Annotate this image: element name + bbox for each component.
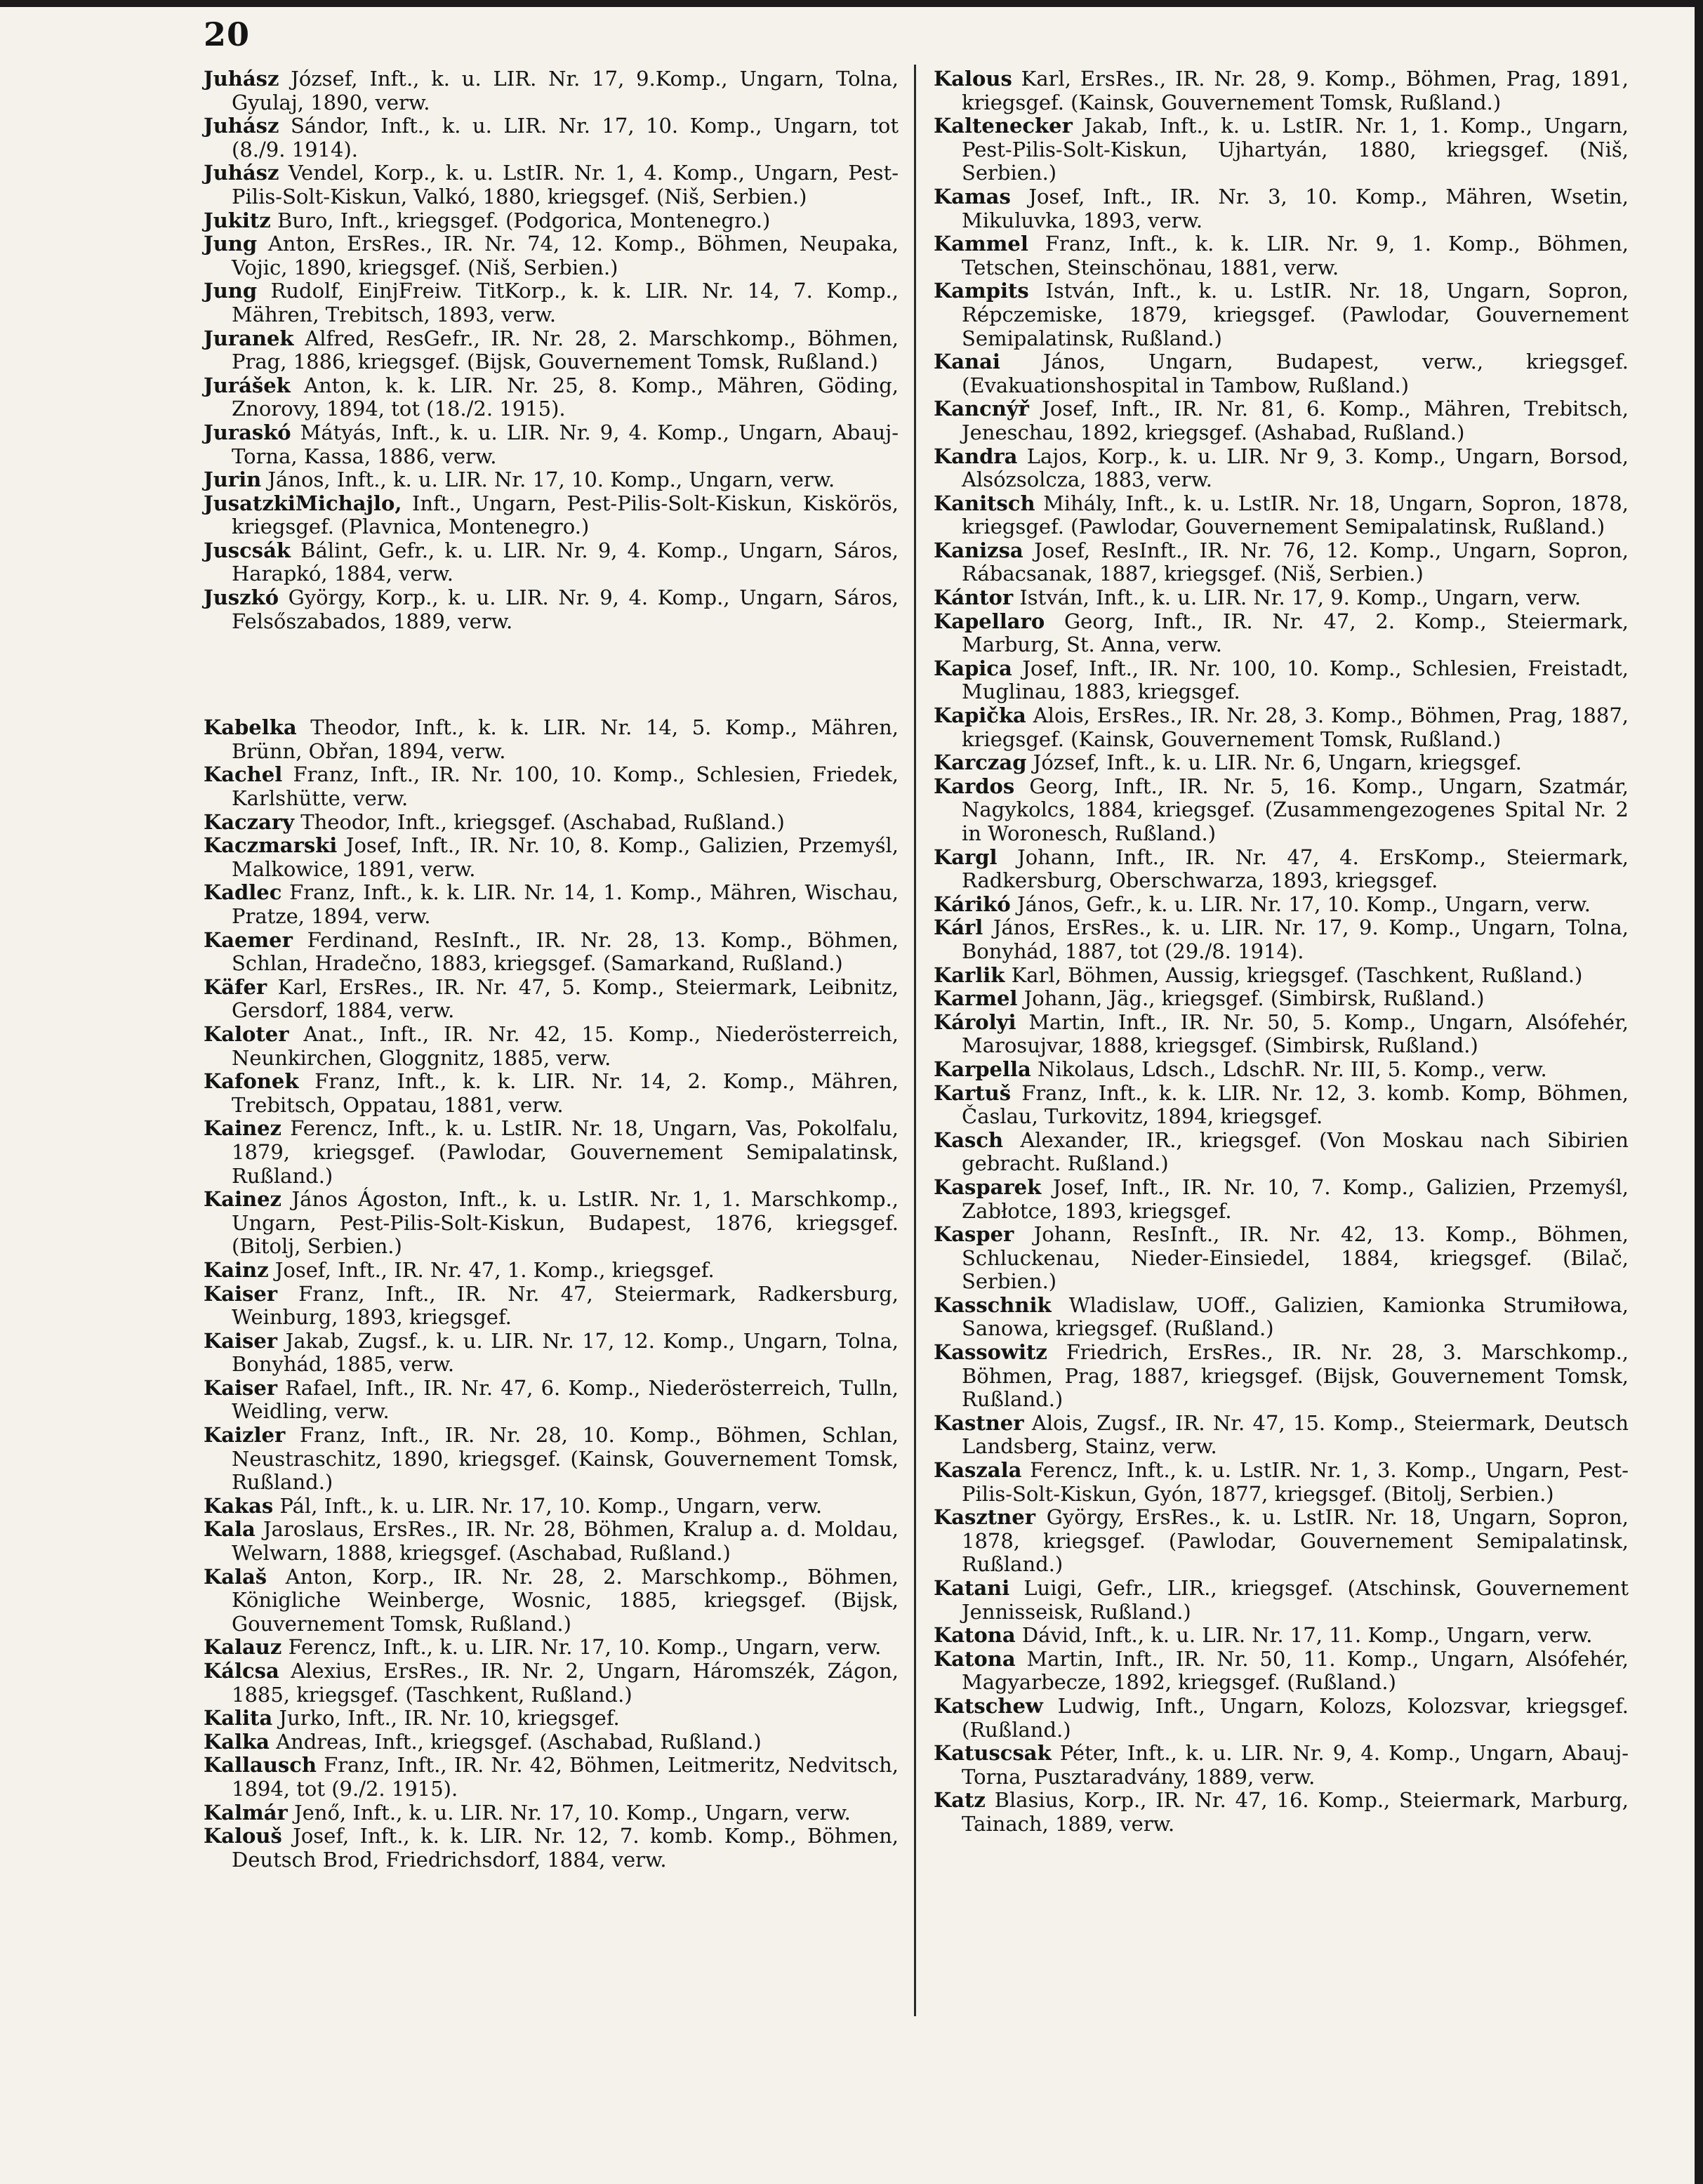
list-item [934, 751, 1629, 775]
entry-details: Inft., Ungarn, Pest-Pilis-Solt-Kiskun, Kiskörös, kriegsgef. (Plavnica, Montenegro.) [232, 491, 899, 539]
entry-surname: Juhász [204, 161, 279, 185]
entry-surname: Juhász [204, 114, 279, 138]
entry-details: Franz, Inft., k. k. LIR. Nr. 9, 1. Komp., Böhmen, Tetschen, Steinschönau, 1881, verw. [962, 232, 1629, 279]
list-item [204, 1636, 899, 1660]
entry-surname: Kalauz [204, 1635, 282, 1660]
list-item [204, 1259, 899, 1283]
list-item [934, 492, 1629, 539]
entry-details: Jenő, Inft., k. u. LIR. Nr. 17, 10. Komp., Ungarn, verw. [287, 1800, 851, 1825]
list-item [934, 1011, 1629, 1058]
list-item [934, 657, 1629, 704]
entry-surname: Kartuš [934, 1080, 1012, 1105]
entry-surname: Kaizler [204, 1423, 286, 1448]
entry-details: István, Inft., k. u. LstIR. Nr. 18, Ungarn, Sopron, Répczemiske, 1879, kriegsgef. (Pawlodar, Gouvernement Semipalatinsk, Rußland.) [962, 279, 1629, 350]
entry-surname: Jurin [204, 468, 262, 492]
entry-surname: Kainez [204, 1187, 282, 1212]
entry-surname: Karczag [934, 750, 1027, 775]
entry-details: Franz, Inft., k. k. LIR. Nr. 14, 2. Komp., Mähren, Trebitsch, Oppatau, 1881, verw. [232, 1069, 899, 1117]
entry-details: Ferencz, Inft., k. u. LIR. Nr. 17, 10. Komp., Ungarn, verw. [281, 1635, 882, 1660]
entry-surname: Kala [204, 1517, 256, 1542]
entry-details: Sándor, Inft., k. u. LIR. Nr. 17, 10. Komp., Ungarn, tot (8./9. 1914). [232, 114, 899, 161]
entry-surname: Kastner [934, 1410, 1024, 1435]
entry-details: Theodor, Inft., k. k. LIR. Nr. 14, 5. Komp., Mähren, Brünn, Obřan, 1894, verw. [232, 715, 899, 763]
entry-surname: Kasch [934, 1127, 1004, 1152]
entry-surname: Kanai [934, 350, 1000, 374]
entry-details: Rudolf, EinjFreiw. TitKorp., k. k. LIR. Nr. 14, 7. Komp., Mähren, Trebitsch, 1893, verw. [232, 279, 899, 326]
list-item [934, 893, 1629, 917]
entry-surname: Katz [934, 1788, 986, 1813]
list-item [934, 1412, 1629, 1459]
list-item [204, 1825, 899, 1872]
entry-surname: Katuscsak [934, 1741, 1052, 1766]
entry-details: Péter, Inft., k. u. LIR. Nr. 9, 4. Komp., Ungarn, Abauj-Torna, Pusztaradvány, 1889, verw. [962, 1741, 1629, 1789]
entry-details: Ludwig, Inft., Ungarn, Kolozs, Kolozsvar, kriegsgef. (Rußland.) [962, 1693, 1629, 1742]
page-number: 20 [204, 15, 251, 53]
list-item [204, 1188, 899, 1259]
entry-details: Franz, Inft., k. k. LIR. Nr. 12, 3. komb. Komp, Böhmen, Časlau, Turkovitz, 1894, kriegsgef. [962, 1080, 1629, 1129]
entry-surname: Kárl [934, 915, 983, 940]
list-item [934, 67, 1629, 114]
entry-details: Franz, Inft., IR. Nr. 42, Böhmen, Leitmeritz, Nedvitsch, 1894, tot (9./2. 1915). [232, 1753, 899, 1801]
list-item [934, 1082, 1629, 1129]
entry-details: Rafael, Inft., IR. Nr. 47, 6. Komp., Niederösterreich, Tulln, Weidling, verw. [232, 1375, 899, 1424]
list-item [204, 834, 899, 881]
entry-details: Martin, Inft., IR. Nr. 50, 5. Komp., Ungarn, Alsófehér, Marosujvar, 1888, kriegsgef. (Simbirsk, Rußland.) [962, 1010, 1629, 1058]
entry-surname: Kargl [934, 845, 998, 869]
entry-surname: Kapica [934, 656, 1012, 680]
entry-details: Josef, Inft., IR. Nr. 100, 10. Komp., Schlesien, Freistadt, Muglinau, 1883, kriegsgef. [962, 656, 1629, 704]
entry-surname: Kalka [204, 1729, 270, 1754]
list-item [934, 1176, 1629, 1223]
entry-details: Ferdinand, ResInft., IR. Nr. 28, 13. Komp., Böhmen, Schlan, Hradečno, 1883, kriegsgef. (Samarkand, Rußland.) [232, 927, 899, 976]
list-item [204, 1377, 899, 1424]
list-item [204, 1730, 899, 1754]
entry-surname: Juszkó [204, 585, 279, 610]
list-item [204, 1330, 899, 1377]
entry-details: Theodor, Inft., kriegsgef. (Aschabad, Rußland.) [294, 809, 785, 834]
list-item [204, 232, 899, 279]
entry-details: János, Ungarn, Budapest, verw., kriegsgef. (Evakuationshospital in Tambow, Rußland.) [962, 350, 1629, 397]
entry-details: Josef, Inft., IR. Nr. 10, 7. Komp., Galizien, Przemyśl, Zabłotce, 1893, kriegsgef. [962, 1174, 1629, 1223]
entry-details: Martin, Inft., IR. Nr. 50, 11. Komp., Ungarn, Alsófehér, Magyarbecze, 1892, kriegsgef. (Rußland.) [962, 1646, 1629, 1695]
entry-details: Johann, Inft., IR. Nr. 47, 4. ErsKomp., Steiermark, Radkersburg, Oberschwarza, 1893, kriegsgef. [962, 845, 1629, 893]
list-item [204, 586, 899, 633]
entry-details: Alois, Zugsf., IR. Nr. 47, 15. Komp., Steiermark, Deutsch Landsberg, Stainz, verw. [962, 1410, 1629, 1459]
entry-surname: Juraskó [204, 420, 291, 444]
entry-surname: Kampits [934, 279, 1029, 303]
entry-surname: Kainez [204, 1116, 282, 1141]
left-column [204, 67, 899, 2156]
entry-details: Ferencz, Inft., k. u. LstIR. Nr. 1, 3. Komp., Ungarn, Pest-Pilis-Solt-Kiskun, Gyón, 1877, kriegsgef. (Bitolj, Serbien.) [962, 1458, 1629, 1506]
list-item [934, 775, 1629, 846]
list-item [934, 1624, 1629, 1648]
entry-details: Anton, Korp., IR. Nr. 28, 2. Marschkomp., Böhmen, Königliche Weinberge, Wosnic, 1885, kriegsgef. (Bijsk, Gouvernement Tomsk, Rußland.) [232, 1564, 899, 1636]
entry-details: József, Inft., k. u. LIR. Nr. 6, Ungarn, kriegsgef. [1026, 750, 1522, 775]
entry-details: Alois, ErsRes., IR. Nr. 28, 3. Komp., Böhmen, Prag, 1887, kriegsgef. (Kainsk, Gouvernement Tomsk, Rußland.) [962, 703, 1629, 751]
list-item [934, 1058, 1629, 1082]
entry-surname: Katani [934, 1576, 1010, 1600]
entry-details: Andreas, Inft., kriegsgef. (Aschabad, Rußland.) [269, 1729, 762, 1754]
entry-details: Jakab, Zugsf., k. u. LIR. Nr. 17, 12. Komp., Ungarn, Tolna, Bonyhád, 1885, verw. [232, 1328, 899, 1377]
entry-surname: Kapellaro [934, 609, 1045, 633]
list-item [934, 964, 1629, 988]
entry-details: Friedrich, ErsRes., IR. Nr. 28, 3. Marschkomp., Böhmen, Prag, 1887, kriegsgef. (Bijsk, Gouvernement Tomsk, Rußland.) [962, 1340, 1629, 1412]
entry-surname: Kallausch [204, 1753, 317, 1778]
entry-surname: Kárikó [934, 892, 1011, 916]
entry-surname: Kasper [934, 1222, 1014, 1247]
entry-details: Ferencz, Inft., k. u. LstIR. Nr. 18, Ungarn, Vas, Pokolfalu, 1879, kriegsgef. (Pawlodar, Gouvernement Semipalatinsk, Rußland.) [232, 1116, 899, 1188]
entry-details: István, Inft., k. u. LIR. Nr. 17, 9. Komp., Ungarn, verw. [1013, 585, 1582, 610]
entry-surname: Jukitz [204, 208, 271, 232]
list-item [204, 539, 899, 586]
entry-surname: Kanizsa [934, 538, 1023, 562]
entry-surname: Kaiser [204, 1281, 278, 1306]
list-item [934, 445, 1629, 492]
entry-details: Johann, Jäg., kriegsgef. (Simbirsk, Rußland.) [1017, 986, 1485, 1011]
list-item [934, 397, 1629, 444]
list-item [204, 1801, 899, 1825]
right-entries [934, 67, 1629, 1836]
list-item [934, 1577, 1629, 1624]
entry-details: Alfred, ResGefr., IR. Nr. 28, 2. Marschkomp., Böhmen, Prag, 1886, kriegsgef. (Bijsk, Gouvernement Tomsk, Rußland.) [232, 326, 899, 374]
entry-details: János Ágoston, Inft., k. u. LstIR. Nr. 1, 1. Marschkomp., Ungarn, Pest-Pilis-Solt-Kiskun, Budapest, 1876, kriegsgef. (Bitolj, Serbien.) [232, 1187, 899, 1259]
entry-details: Luigi, Gefr., LIR., kriegsgef. (Atschinsk, Gouvernement Jennisseisk, Rußland.) [962, 1576, 1629, 1624]
entry-details: Lajos, Korp., k. u. LIR. Nr 9, 3. Komp., Ungarn, Borsod, Alsózsolcza, 1883, verw. [962, 444, 1629, 492]
entry-surname: Kalmár [204, 1800, 288, 1825]
entry-details: Josef, Inft., IR. Nr. 81, 6. Komp., Mähren, Trebitsch, Jeneschau, 1892, kriegsgef. (Ashabad, Rußland.) [962, 397, 1629, 444]
entry-details: Anton, k. k. LIR. Nr. 25, 8. Komp., Mähren, Göding, Znorovy, 1894, tot (18./2. 1915). [232, 373, 899, 421]
entry-details: Jaroslaus, ErsRes., IR. Nr. 28, Böhmen, Kralup a. d. Moldau, Welwarn, 1888, kriegsgef. (Aschabad, Rußland.) [232, 1517, 899, 1566]
entry-details: Josef, Inft., k. k. LIR. Nr. 12, 7. komb. Komp., Böhmen, Deutsch Brod, Friedrichsdorf, 1884, verw. [232, 1824, 899, 1872]
entry-details: Alexander, IR., kriegsgef. (Von Moskau nach Sibirien gebracht. Rußland.) [962, 1127, 1629, 1176]
list-item [204, 1566, 899, 1636]
entry-details: János, ErsRes., k. u. LIR. Nr. 17, 9. Komp., Ungarn, Tolna, Bonyhád, 1887, tot (29./8. 1914). [962, 915, 1629, 963]
entry-surname: Kamas [934, 184, 1011, 209]
entry-surname: Kaczary [204, 809, 295, 834]
entry-surname: Kardos [934, 774, 1015, 798]
entry-surname: Kadlec [204, 880, 282, 905]
entry-details: Johann, ResInft., IR. Nr. 42, 13. Komp., Böhmen, Schluckenau, Nieder-Einsiedel, 1884, kriegsgef. (Bilač, Serbien.) [962, 1222, 1629, 1294]
entry-surname: Kalous [934, 67, 1012, 91]
entry-surname: Juscsák [204, 538, 291, 562]
entry-details: Vendel, Korp., k. u. LstIR. Nr. 1, 4. Komp., Ungarn, Pest-Pilis-Solt-Kiskun, Valkó, 1880, kriegsgef. (Niš, Serbien.) [232, 161, 899, 209]
entry-details: Karl, Böhmen, Aussig, kriegsgef. (Taschkent, Rußland.) [1005, 962, 1583, 987]
list-item [934, 1789, 1629, 1836]
list-item [934, 1294, 1629, 1341]
list-item [204, 1707, 899, 1730]
entry-details: Dávid, Inft., k. u. LIR. Nr. 17, 11. Komp., Ungarn, verw. [1015, 1623, 1593, 1648]
list-item [204, 716, 899, 763]
entry-surname: Kaiser [204, 1328, 278, 1353]
entry-surname: Kasschnik [934, 1292, 1052, 1317]
list-item [204, 1660, 899, 1707]
entry-surname: Juranek [204, 326, 294, 350]
entry-details: Mátyás, Inft., k. u. LIR. Nr. 9, 4. Komp., Ungarn, Abauj-Torna, Kassa, 1886, verw. [232, 420, 899, 468]
entry-details: Alexius, ErsRes., IR. Nr. 2, Ungarn, Háromszék, Zágon, 1885, kriegsgef. (Taschkent, Rußland.) [232, 1659, 899, 1707]
entry-surname: Karmel [934, 986, 1018, 1011]
list-item [934, 916, 1629, 963]
list-item [204, 1023, 899, 1070]
entry-surname: Juhász [204, 67, 279, 91]
entry-surname: Kaemer [204, 927, 293, 952]
list-item [934, 610, 1629, 657]
list-item [934, 1648, 1629, 1695]
entry-surname: Kaiser [204, 1375, 278, 1400]
list-item [204, 327, 899, 374]
list-item [204, 421, 899, 468]
entry-details: Josef, Inft., IR. Nr. 3, 10. Komp., Mähren, Wsetin, Mikuluvka, 1893, verw. [962, 184, 1629, 232]
entry-details: Buro, Inft., kriegsgef. (Podgorica, Montenegro.) [270, 208, 771, 232]
list-item [204, 976, 899, 1023]
entry-surname: Käfer [204, 974, 267, 999]
entry-details: Pál, Inft., k. u. LIR. Nr. 17, 10. Komp., Ungarn, verw. [273, 1493, 823, 1518]
entry-details: Mihály, Inft., k. u. LstIR. Nr. 18, Ungarn, Sopron, 1878, kriegsgef. (Pawlodar, Gouvernement Semipalatinsk, Rußland.) [962, 491, 1629, 539]
entry-details: Nikolaus, Ldsch., LdschR. Nr. III, 5. Komp., verw. [1031, 1057, 1547, 1081]
entry-details: János, Gefr., k. u. LIR. Nr. 17, 10. Komp., Ungarn, verw. [1010, 892, 1591, 916]
list-item [934, 114, 1629, 185]
list-item [204, 492, 899, 539]
entry-surname: Kántor [934, 585, 1014, 610]
entry-details: Wladislaw, UOff., Galizien, Kamionka Strumiłowa, Sanowa, kriegsgef. (Rußland.) [962, 1292, 1629, 1341]
list-item [204, 929, 899, 976]
entry-surname: Kaltenecker [934, 114, 1073, 138]
entry-details: Franz, Inft., IR. Nr. 47, Steiermark, Radkersburg, Weinburg, 1893, kriegsgef. [232, 1281, 899, 1330]
entry-details: Bálint, Gefr., k. u. LIR. Nr. 9, 4. Komp., Ungarn, Sáros, Harapkó, 1884, verw. [232, 538, 899, 586]
list-item [934, 185, 1629, 232]
entry-details: Blasius, Korp., IR. Nr. 47, 16. Komp., Steiermark, Marburg, Tainach, 1889, verw. [962, 1788, 1629, 1836]
list-item [934, 1223, 1629, 1294]
entry-details: György, ErsRes., k. u. LstIR. Nr. 18, Ungarn, Sopron, 1878, kriegsgef. (Pawlodar, Gouvernement Semipalatinsk, Rußland.) [962, 1505, 1629, 1577]
list-item [204, 67, 899, 114]
list-item [934, 279, 1629, 350]
entry-surname: Kaloter [204, 1021, 289, 1046]
list-item [204, 374, 899, 421]
entry-surname: Kalita [204, 1706, 273, 1730]
list-item [204, 763, 899, 810]
list-item [204, 1518, 899, 1565]
entry-surname: Karlik [934, 962, 1005, 987]
entry-surname: Kammel [934, 232, 1028, 256]
entry-surname: Jung [204, 232, 258, 256]
entry-surname: Jurášek [204, 373, 291, 397]
left-entries-j [204, 67, 899, 633]
list-item [934, 1459, 1629, 1506]
list-item [934, 1506, 1629, 1577]
list-item [934, 1129, 1629, 1176]
entry-surname: Kancnýř [934, 397, 1029, 421]
entry-surname: Katona [934, 1623, 1016, 1648]
list-item [934, 1742, 1629, 1789]
entry-details: Anton, ErsRes., IR. Nr. 74, 12. Komp., Böhmen, Neupaka, Vojic, 1890, kriegsgef. (Niš, Serbien.) [232, 232, 899, 279]
list-item [204, 209, 899, 233]
entry-surname: Kaczmarski [204, 833, 338, 858]
entry-details: Franz, Inft., IR. Nr. 100, 10. Komp., Schlesien, Friedek, Karlshütte, verw. [232, 762, 899, 811]
entry-details: Jakab, Inft., k. u. LstIR. Nr. 1, 1. Komp., Ungarn, Pest-Pilis-Solt-Kiskun, Ujhartyán, 1880, kriegsgef. (Niš, Serbien.) [962, 114, 1629, 185]
section-gap [204, 633, 899, 716]
entry-surname: JusatzkiMichajlo, [204, 491, 402, 515]
list-item [934, 1695, 1629, 1742]
entry-surname: Katona [934, 1646, 1016, 1671]
entry-surname: Kassowitz [934, 1340, 1047, 1365]
entry-surname: Kalouš [204, 1824, 282, 1848]
entry-surname: Kaszala [934, 1458, 1022, 1483]
list-item [204, 1495, 899, 1518]
entry-details: Karl, ErsRes., IR. Nr. 28, 9. Komp., Böhmen, Prag, 1891, kriegsgef. (Kainsk, Gouvernement Tomsk, Rußland.) [962, 67, 1629, 114]
entry-details: Anat., Inft., IR. Nr. 42, 15. Komp., Niederösterreich, Neunkirchen, Gloggnitz, 1885, verw. [232, 1021, 899, 1070]
entry-details: Franz, Inft., IR. Nr. 28, 10. Komp., Böhmen, Schlan, Neustraschitz, 1890, kriegsgef. (Kainsk, Gouvernement Tomsk, Rußland.) [232, 1423, 899, 1495]
entry-surname: Kasztner [934, 1505, 1035, 1530]
entry-surname: Kakas [204, 1493, 274, 1518]
list-item [934, 704, 1629, 751]
list-item [204, 114, 899, 161]
list-item [934, 350, 1629, 397]
entry-details: Georg, Inft., IR. Nr. 5, 16. Komp., Ungarn, Szatmár, Nagykolcs, 1884, kriegsgef. (Zusammengezogenes Spital Nr. 2 in Woronesch, Rußland.) [962, 774, 1629, 845]
entry-details: Josef, Inft., IR. Nr. 10, 8. Komp., Galizien, Przemyśl, Malkowice, 1891, verw. [232, 833, 899, 881]
list-item [934, 539, 1629, 586]
list-item [204, 1117, 899, 1188]
list-item [934, 846, 1629, 893]
entry-details: Josef, ResInft., IR. Nr. 76, 12. Komp., Ungarn, Sopron, Rábacsanak, 1887, kriegsgef. (Niš, Serbien.) [962, 538, 1629, 586]
entry-surname: Károlyi [934, 1010, 1016, 1034]
entry-surname: Kachel [204, 762, 283, 787]
entry-details: Franz, Inft., k. k. LIR. Nr. 14, 1. Komp., Mähren, Wischau, Pratze, 1894, verw. [232, 880, 899, 928]
list-item [934, 586, 1629, 610]
list-item [204, 468, 899, 492]
entry-surname: Kainz [204, 1257, 269, 1282]
entry-surname: Kálcsa [204, 1659, 279, 1683]
entry-details: Karl, ErsRes., IR. Nr. 47, 5. Komp., Steiermark, Leibnitz, Gersdorf, 1884, verw. [232, 974, 899, 1023]
entry-surname: Kapička [934, 703, 1026, 728]
entry-surname: Kanitsch [934, 491, 1035, 515]
list-item [204, 161, 899, 209]
list-item [204, 811, 899, 835]
entry-surname: Katschew [934, 1693, 1043, 1718]
entry-surname: Karpella [934, 1057, 1031, 1081]
entry-surname: Kasparek [934, 1174, 1042, 1199]
list-item [204, 1070, 899, 1117]
entry-details: Jurko, Inft., IR. Nr. 10, kriegsgef. [272, 1706, 620, 1730]
entry-details: Georg, Inft., IR. Nr. 47, 2. Komp., Steiermark, Marburg, St. Anna, verw. [962, 609, 1629, 657]
left-entries-k [204, 716, 899, 1872]
list-item [934, 987, 1629, 1011]
entry-details: János, Inft., k. u. LIR. Nr. 17, 10. Komp., Ungarn, verw. [261, 468, 835, 492]
list-item [204, 1424, 899, 1495]
entry-surname: Kandra [934, 444, 1018, 468]
list-item [934, 232, 1629, 279]
list-item [204, 279, 899, 326]
list-item [204, 1283, 899, 1330]
entry-details: Josef, Inft., IR. Nr. 47, 1. Komp., kriegsgef. [268, 1257, 715, 1282]
entry-surname: Jung [204, 279, 258, 303]
entry-details: József, Inft., k. u. LIR. Nr. 17, 9.Komp., Ungarn, Tolna, Gyulaj, 1890, verw. [232, 67, 899, 114]
entry-surname: Kalaš [204, 1564, 267, 1589]
list-item [934, 1341, 1629, 1412]
right-column [934, 67, 1629, 2156]
list-item [204, 1754, 899, 1801]
entry-surname: Kafonek [204, 1069, 299, 1094]
entry-details: György, Korp., k. u. LIR. Nr. 9, 4. Komp., Ungarn, Sáros, Felsőszabados, 1889, verw. [232, 585, 899, 633]
entry-surname: Kabelka [204, 715, 297, 740]
column-divider [914, 65, 916, 2016]
list-item [204, 881, 899, 928]
